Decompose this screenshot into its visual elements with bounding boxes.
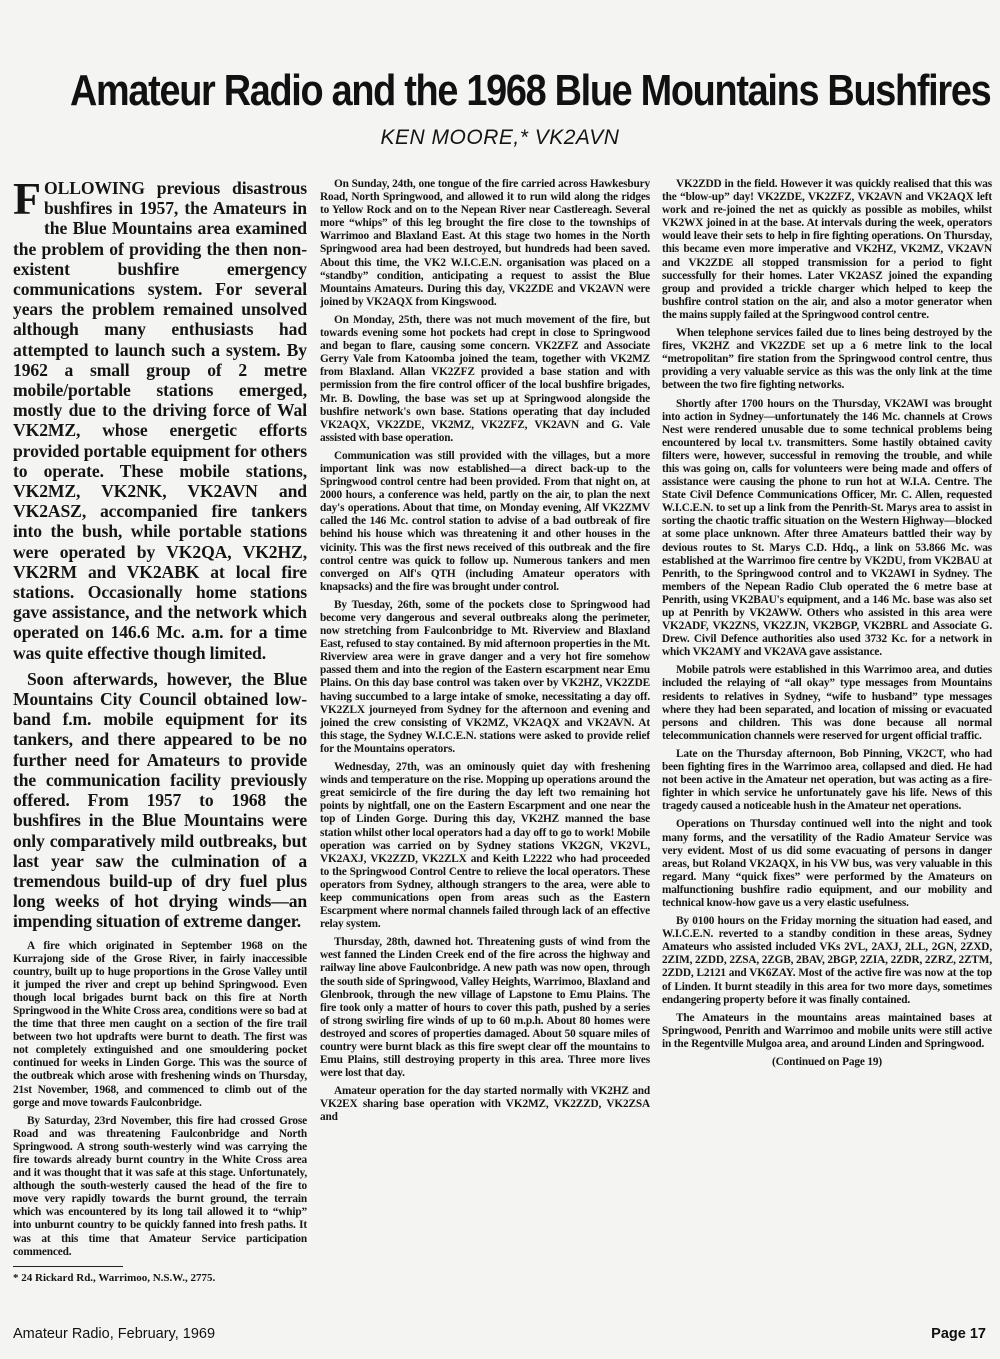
body-paragraph: Amateur operation for the day started normally with VK2HZ and VK2EX sharing base operation with VK2MZ, VK2ZZD, VK2ZSA and (320, 1085, 650, 1124)
body-paragraph: A fire which originated in September 1968 on the Kurrajong side of the Grose River, in fairly inaccessible country, built up to huge proportions in the Grose Valley until it jumped the river and crept up behind Springwood. Even though local brigades burnt back on this fire at North Springwood in the White Cross area, conditions were so bad at the time that three men caught on a section of the fire trail between two hot updrafts were burnt to death. The first was not completely extinguished and one smouldering pocket continued for weeks in Linden Gorge. This was the source of the outbreak which arose with freshening winds on Thursday, 21st November, 1968, and commenced to climb out of the gorge and move towards Faulconbridge. (13, 939, 307, 1109)
author-footnote: * 24 Rickard Rd., Warrimoo, N.S.W., 2775. (13, 1272, 216, 1284)
body-paragraph: Thursday, 28th, dawned hot. Threatening gusts of wind from the west fanned the Linden Creek end of the fire across the highway and railway line above Faulconbridge. A new path was now open, through the south side of Springwood, Valley Heights, Warrimoo, Blaxland and Glenbrook, through the new village of Lapstone to Emu Plains. The fire took only a matter of hours to cover this path, pushed by a series of strong swirling fire winds of up to 60 m.p.h. About 80 homes were destroyed and scores of properties damaged. About 50 square miles of country were burnt black as this fire swept clear off the mountains to Emu Plains, still destroying property in this area. Three more lives were lost that day. (320, 936, 650, 1080)
lead-paragraph-text: OLLOWING previous disastrous bushfires in 1957, the Amateurs in the Blue Mountains area examined the problem of providing the then non-existent bushfire emergency communications system. For several years the problem remained unsolved although many enthusiasts had attempted to launch such a system. By 1962 a small group of 2 metre mobile/portable stations emerged, mostly due to the driving force of Wal VK2MZ, whose energetic efforts provided portable equipment for others to operate. These mobile stations, VK2MZ, VK2NK, VK2AVN and VK2ASZ, accompanied fire tankers into the bush, while portable stations were operated by VK2QA, VK2HZ, VK2RM and VK2ABK at local fire stations. Occasionally home stations gave assistance, and the network which operated on 146.6 Mc. a.m. for a time was quite effective though limited. (13, 178, 307, 663)
page-number: Page 17 (931, 1326, 986, 1342)
footer-publication: Amateur Radio, February, 1969 (13, 1326, 216, 1342)
body-paragraph: Communication was still provided with the villages, but a more important link was now established—a direct back-up to the Springwood control centre had been provided. From that night on, at 2000 hours, a conference was held, partly on the air, to plan the next day's operations. About that time, on Monday evening, Alf VK2ZMV called the 146 Mc. control station to advise of a bad outbreak of fire behind his house which was threatening it and other houses in the vicinity. This was the first news received of this outbreak and the fire control centre was quick to follow up. Numerous tankers and men converged on Alf's QTH (including Amateur operators with knapsacks) and the fire was brought under control. (320, 449, 650, 593)
drop-cap: F (13, 178, 41, 224)
lead-paragraph (13, 178, 307, 663)
body-paragraph: The Amateurs in the mountains areas maintained bases at Springwood, Penrith and Warrimoo and mobile units were still active in the Regentville Mulgoa area, and around Linden and Springwood. (662, 1011, 992, 1050)
body-paragraph: When telephone services failed due to lines being destroyed by the fires, VK2HZ and VK2ZDE set up a 6 metre link to the local “metropolitan” fire station from the Springwood control centre, thus providing a very valuable service as this was the only link at the time between the two fire fighting networks. (662, 327, 992, 392)
body-paragraph: Late on the Thursday afternoon, Bob Pinning, VK2CT, who had been fighting fires in the Warrimoo area, collapsed and died. He had not been active in the Amateur net operation, but was acting as a fire-fighter in which service he unfortunately gave his life. News of this tragedy caused a noticeable hush in the Amateur net operations. (662, 747, 992, 813)
text-column-3 (662, 178, 992, 1323)
footnote-divider (13, 1266, 123, 1267)
continued-note: (Continued on Page 19) (772, 1056, 882, 1068)
body-paragraph: Mobile patrols were established in this Warrimoo area, and duties included the relaying of “all okay” type messages from Mountains residents to relatives in Sydney, “wife to husband” type messages where they had been separated, and location of missing or evacuated persons and children. This was done because all normal telecommunication channels were reserved for urgent official traffic. (662, 664, 992, 742)
body-paragraph: VK2ZDD in the field. However it was quickly realised that this was the “blow-up” day! VK2ZDE, VK2ZFZ, VK2AVN and VK2AQX left work and re-joined the net as quickly as possible as mobiles, whilst VK2WX joined in at the base. At intervals during the week, operators would leave their sets to help in fire fighting operations. On Thursday, this became even more imperative and VK2HZ, VK2MZ, VK2AVN and VK2ZDE all stopped transmission for a period to fight successfully for their homes. Later VK2ASZ joined the expanding group and provided a trickle charger which helped to keep the bushfire control station on the air, and also a motor generator when the mains supply failed at the Springwood control centre. (662, 178, 992, 321)
body-paragraph: On Sunday, 24th, one tongue of the fire carried across Hawkesbury Road, North Springwood, and allowed it to run wild along the ridges to Yellow Rock and on to the Nepean River near Castlereagh. Several more “whips” of this leg brought the fire close to the townships of Warrimoo and Blaxland East. At this stage two homes in the North Springwood area had been destroyed, but hundreds had been saved. About this time, the VK2 W.I.C.E.N. organisation was placed on a “standby” condition, anticipating a request to assist the Blue Mountains Amateurs. During this day, VK2ZDE and VK2AVN were joined by VK2AQX from Kingswood. (320, 178, 650, 308)
body-paragraph: Wednesday, 27th, was an ominously quiet day with freshening winds and temperature on the rise. Mopping up operations around the great semicircle of the fire during the day left two remaining hot points by nightfall, one on the Eastern Escarpment and one near the top of Linden Gorge. During this day, VK2HZ manned the base station whilst other local operators had a day off to go to work! Mobile operation was carried on by Sydney stations VK2GN, VK2VL, VK2AXJ, VK2ZZD, VK2ZLX and Keith L2222 who had proceeded to the Springwood Control Centre to relieve the local operators. These operators from Sydney, although strangers to the area, were able to keep communications open from areas such as the Eastern Escarpment where normal channels failed through lack of an effective relay system. (320, 761, 650, 931)
body-paragraph: By Saturday, 23rd November, this fire had crossed Grose Road and was threatening Faulconbridge and North Springwood. A strong south-westerly wind was carrying the fire towards already burnt country in the White Cross area and it was thought that it was safe at this stage. Unfortunately, although the south-westerly caused the head of the fire to move very rapidly towards the burnt ground, the terrain which was encountered by its long tail allowed it to “whip” into unburnt country to be quickly fanned into fresh paths. It was at this time that Amateur Service participation commenced. (13, 1114, 307, 1258)
body-paragraph: Shortly after 1700 hours on the Thursday, VK2AWI was brought into action in Sydney—unfortunately the 146 Mc. channels at Crows Nest were rendered unusable due to some technical problems being encountered by local t.v. transmitters. Some hastily obtained cavity filters were, however, successful in removing the trouble, and while this was going on, calls for volunteers were being made and offers of assistance were causing the phone to run hot at W.I.A. Centre. The State Civil Defence Communications Officer, Mr. C. Allen, requested W.I.C.E.N. to set up a link from the Penrith-St. Marys area to assist in sorting the chaotic traffic situation on the Western Highway—blocked at some place unknown. After three Amateurs battled their way by devious routes to St. Marys C.D. Hdq., a link on 53.866 Mc. was established at the Warrimoo fire centre by VK2DU, from VK2BAU at Penrith, to the Springwood control and to VK2AWI in Sydney. The members of the Nepean Radio Club operated the 6 metre base at Penrith, using VK2BAU's equipment, and a 146 Mc. base was also set up at Penrith by VK2AWW. Others who assisted in this area were VK2ADF, VK2ZNS, VK2ZJN, VK2BGP, VK2BRL and Associate G. Drew. Civil Defence authorities also used 3732 Kc. for a network in which VK2AMY and VK2AVA gave assistance. (662, 397, 992, 659)
article-byline: KEN MOORE,* VK2AVN (380, 126, 620, 149)
body-paragraph: By 0100 hours on the Friday morning the situation had eased, and W.I.C.E.N. reverted to a standby condition in these areas, Sydney Amateurs who assisted included VKs 2VL, 2AXJ, 2LL, 2GN, 2ZXD, 2ZIM, 2ZDD, 2ZSA, 2ZGB, 2BAV, 2BGP, 2ZIA, 2ZDR, 2ZRZ, 2ZTM, 2ZDD, L2121 and VK6ZAY. Most of the active fire was now at the top of Linden. It burnt steadily in this area for two more days, sometimes endangering property before it was finally contained. (662, 915, 992, 1006)
text-column-2 (320, 178, 650, 1323)
article-title: Amateur Radio and the 1968 Blue Mountains Bushfires (70, 66, 991, 115)
text-column-1 (13, 178, 307, 1260)
body-paragraph: On Monday, 25th, there was not much movement of the fire, but towards evening some hot pockets had crept in close to Springwood and began to flare, causing some concern. VK2ZFZ and Associate Gerry Vale from Katoomba joined the team, together with VK2MZ from Blaxland. Allan VK2ZFZ provided a base station and with permission from the fire control officer of the local bushfire brigades, Mr. B. Dowling, the base was set up at Springwood alongside the bushfire network's own base. Stations operating that day included VK2AQX, VK2ZDE, VK2MZ, VK2ZFZ, VK2AVN and G. Vale assisted with base operation. (320, 313, 650, 444)
lead-paragraph-2: Soon afterwards, however, the Blue Mountains City Council obtained low-band f.m. mobile equipment for its tankers, and there appeared to be no further need for Amateurs to provide the communication facility previously offered. From 1957 to 1968 the bushfires in the Blue Mountains were only comparatively mild outbreaks, but last year saw the culmination of a tremendous build-up of dry fuel plus long weeks of hot drying winds—an impending situation of extreme danger. (13, 668, 307, 932)
body-paragraph: By Tuesday, 26th, some of the pockets close to Springwood had become very dangerous and several outbreaks along the perimeter, now stretching from Faulconbridge to Mt. Riverview and Blaxland East, refused to stay contained. By mid afternoon properties in the Mt. Riverview area were in grave danger and a very hot fire somehow passed them and into the region of the Eastern escarpment near Emu Plains. On this day base control was taken over by VK2HZ, VK2ZDE having succumbed to a large intake of smoke, necessitating a day off. VK2ZLX journeyed from Sydney for the afternoon and evening and joined the crew consisting of VK2MZ, VK2AQX and VK2AVN. At this stage, the Sydney W.I.C.E.N. stations were asked to provide relief for the Mountains operators. (320, 598, 650, 755)
body-paragraph: Operations on Thursday continued well into the night and took many forms, and the versatility of the Radio Amateur Service was very evident. Most of us did some evacuating of persons in danger areas, but Roland VK2AQX, in his VW bus, was very valuable in this regard. Many “quick fixes” were performed by the Amateurs on malfunctioning bushfire radio equipment, and our mobility and technical know-how gave us a very elastic usefulness. (662, 818, 992, 909)
